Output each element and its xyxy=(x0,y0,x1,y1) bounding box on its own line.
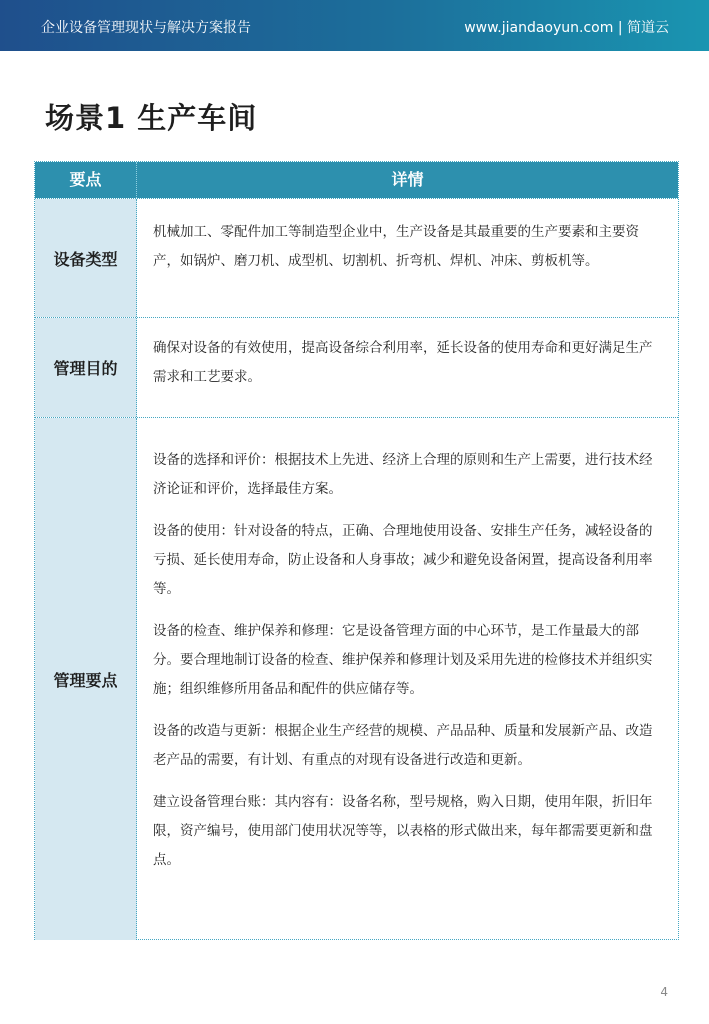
detail-paragraph: 确保对设备的有效使用，提高设备综合利用率，延长设备的使用寿命和更好满足生产需求和工艺要求。 xyxy=(153,340,653,385)
scenario-table xyxy=(34,161,679,940)
detail-paragraph: 设备的改造与更新：根据企业生产经营的规模、产品品种、质量和发展新产品、改造老产品的需要，有计划、有重点的对现有设备进行改造和更新。 xyxy=(153,723,653,768)
table-row-equipment-type xyxy=(35,198,678,317)
detail-paragraph: 设备的检查、维护保养和修理：它是设备管理方面的中心环节，是工作量最大的部分。要合理地制订设备的检查、维护保养和修理计划及采用先进的检修技术并组织实施；组织维修所用备品和配件的供应储存等。 xyxy=(153,623,653,697)
report-title: 企业设备管理现状与解决方案报告 xyxy=(41,20,251,36)
detail-paragraph: 设备的选择和评价：根据技术上先进、经济上合理的原则和生产上需要，进行技术经济论证和评价，选择最佳方案。 xyxy=(153,452,653,497)
row-label: 设备类型 xyxy=(35,199,137,317)
section-title: 场景1 生产车间 xyxy=(45,101,258,135)
row-detail xyxy=(153,446,660,875)
table-row-management-points xyxy=(35,417,678,940)
column-header-details: 详情 xyxy=(391,170,424,189)
table-header xyxy=(35,162,678,198)
detail-paragraph: 设备的使用：针对设备的特点，正确、合理地使用设备、安排生产任务，减轻设备的亏损、延长使用寿命，防止设备和人身事故；减少和避免设备闲置，提高设备利用率等。 xyxy=(153,523,653,597)
page-number: 4 xyxy=(660,985,668,999)
page-header xyxy=(0,0,709,51)
column-header-key-points: 要点 xyxy=(35,162,137,198)
row-detail xyxy=(153,218,660,276)
row-detail xyxy=(153,334,660,392)
detail-paragraph: 建立设备管理台账：其内容有：设备名称，型号规格，购入日期，使用年限，折旧年限，资产编号，使用部门使用状况等等，以表格的形式做出来，每年都需要更新和盘点。 xyxy=(153,794,653,868)
table-row-management-goal xyxy=(35,317,678,417)
detail-paragraph: 机械加工、零配件加工等制造型企业中，生产设备是其最重要的生产要素和主要资产，如锅炉、磨刀机、成型机、切割机、折弯机、焊机、冲床、剪板机等。 xyxy=(153,224,639,269)
row-label: 管理要点 xyxy=(35,418,137,940)
row-label: 管理目的 xyxy=(35,318,137,417)
site-link[interactable]: www.jiandaoyun.com | 简道云 xyxy=(464,20,669,36)
